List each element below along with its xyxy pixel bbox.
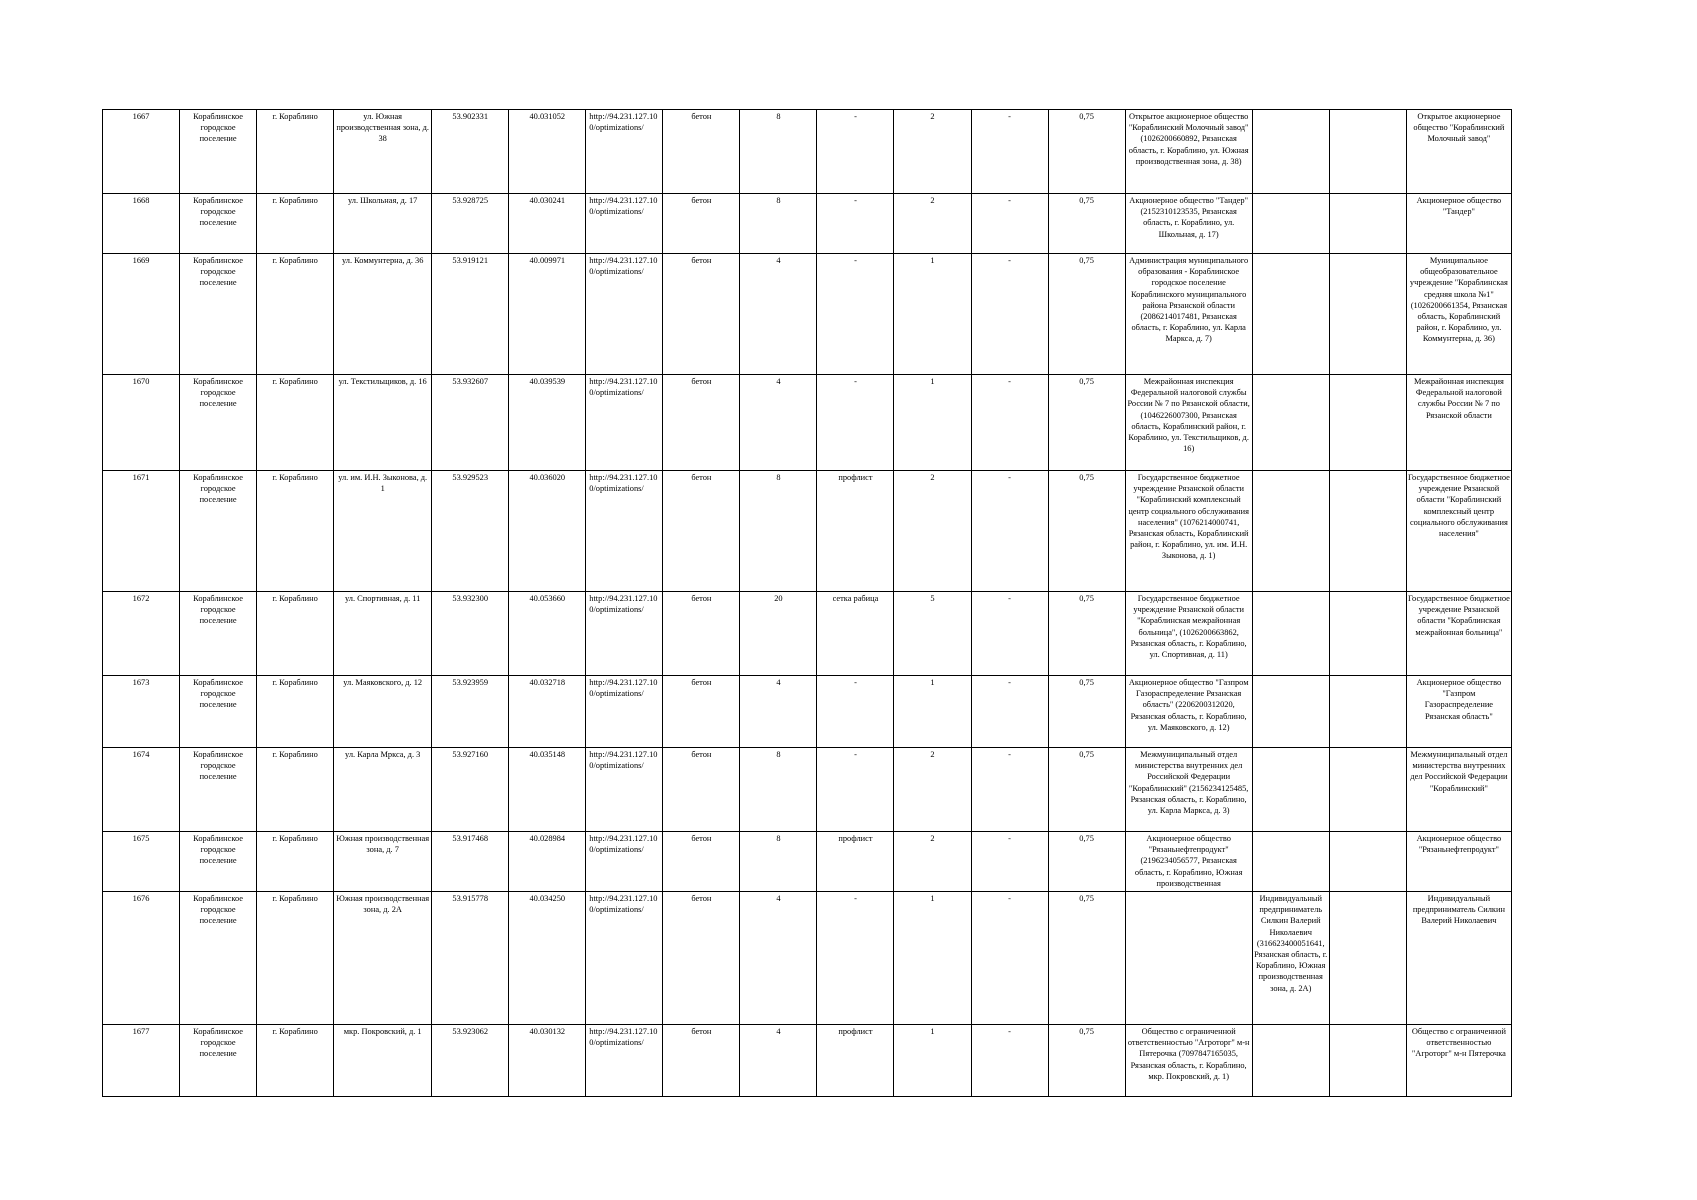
longitude-cell: 40.009971 bbox=[509, 254, 586, 375]
settlement-cell: Кораблинское городское поселение bbox=[180, 892, 257, 1025]
owner-cell: Акционерное общество "Газпром Газораспределение Рязанская область" (2206200312020, Рязанская область, г. Кораблино, ул. Маяковского, д. 12) bbox=[1125, 676, 1252, 748]
row-number: 1673 bbox=[103, 676, 180, 748]
source-cell: Межрайонная инспекция Федеральной налоговой службы России № 7 по Рязанской области bbox=[1406, 375, 1511, 471]
area-cell: 4 bbox=[740, 676, 817, 748]
source-cell: Межмуниципальный отдел министерства внутренних дел Российской Федерации "Кораблинский" bbox=[1406, 748, 1511, 832]
longitude-cell: 40.036020 bbox=[509, 471, 586, 592]
latitude-cell: 53.902331 bbox=[432, 110, 509, 194]
latitude-cell: 53.923959 bbox=[432, 676, 509, 748]
area-cell: 4 bbox=[740, 1025, 817, 1097]
bunkers-cell: - bbox=[971, 832, 1048, 892]
table-row bbox=[103, 375, 1512, 471]
settlement-cell: Кораблинское городское поселение bbox=[180, 832, 257, 892]
table-row bbox=[103, 592, 1512, 676]
latitude-cell: 53.915778 bbox=[432, 892, 509, 1025]
row-number: 1667 bbox=[103, 110, 180, 194]
containers-cell: 2 bbox=[894, 748, 971, 832]
extra-cell bbox=[1329, 1025, 1406, 1097]
bunkers-cell: - bbox=[971, 375, 1048, 471]
containers-cell: 2 bbox=[894, 110, 971, 194]
city-cell: г. Кораблино bbox=[257, 832, 334, 892]
containers-cell: 2 bbox=[894, 832, 971, 892]
surface-cell: бетон bbox=[663, 592, 740, 676]
longitude-cell: 40.030241 bbox=[509, 194, 586, 254]
volume-cell: 0,75 bbox=[1048, 194, 1125, 254]
source-cell: Государственное бюджетное учреждение Рязанской области "Кораблинская межрайонная больница" bbox=[1406, 592, 1511, 676]
area-cell: 8 bbox=[740, 748, 817, 832]
row-number: 1668 bbox=[103, 194, 180, 254]
owner-alt-cell bbox=[1252, 375, 1329, 471]
address-cell: ул. Карла Мркса, д. 3 bbox=[334, 748, 432, 832]
address-cell: ул. Текстильщиков, д. 16 bbox=[334, 375, 432, 471]
map-link-cell[interactable]: http://94.231.127.10 0/optimizations/ bbox=[586, 748, 663, 832]
bunkers-cell: - bbox=[971, 194, 1048, 254]
fence-cell: - bbox=[817, 194, 894, 254]
surface-cell: бетон bbox=[663, 194, 740, 254]
surface-cell: бетон bbox=[663, 676, 740, 748]
city-cell: г. Кораблино bbox=[257, 592, 334, 676]
owner-alt-cell bbox=[1252, 748, 1329, 832]
settlement-cell: Кораблинское городское поселение bbox=[180, 375, 257, 471]
city-cell: г. Кораблино bbox=[257, 892, 334, 1025]
bunkers-cell: - bbox=[971, 892, 1048, 1025]
surface-cell: бетон bbox=[663, 375, 740, 471]
extra-cell bbox=[1329, 592, 1406, 676]
settlement-cell: Кораблинское городское поселение bbox=[180, 748, 257, 832]
city-cell: г. Кораблино bbox=[257, 194, 334, 254]
volume-cell: 0,75 bbox=[1048, 592, 1125, 676]
longitude-cell: 40.031052 bbox=[509, 110, 586, 194]
containers-cell: 1 bbox=[894, 254, 971, 375]
fence-cell: - bbox=[817, 254, 894, 375]
owner-cell: Администрация муниципального образования - Кораблинское городское поселение Кораблинского муниципального района Рязанской области (2086214017481, Рязанская область, г. Кораблино, ул. Карла Маркса, д. 7) bbox=[1125, 254, 1252, 375]
source-cell: Государственное бюджетное учреждение Рязанской области "Кораблинский комплексный центр социального обслуживания населения" bbox=[1406, 471, 1511, 592]
settlement-cell: Кораблинское городское поселение bbox=[180, 1025, 257, 1097]
longitude-cell: 40.030132 bbox=[509, 1025, 586, 1097]
extra-cell bbox=[1329, 110, 1406, 194]
map-link-cell[interactable]: http://94.231.127.10 0/optimizations/ bbox=[586, 1025, 663, 1097]
settlement-cell: Кораблинское городское поселение bbox=[180, 254, 257, 375]
volume-cell: 0,75 bbox=[1048, 748, 1125, 832]
settlement-cell: Кораблинское городское поселение bbox=[180, 592, 257, 676]
address-cell: ул. Южная производственная зона, д. 38 bbox=[334, 110, 432, 194]
owner-alt-cell bbox=[1252, 471, 1329, 592]
address-cell: ул. Спортивная, д. 11 bbox=[334, 592, 432, 676]
address-cell: Южная производственная зона, д. 2А bbox=[334, 892, 432, 1025]
fence-cell: - bbox=[817, 110, 894, 194]
volume-cell: 0,75 bbox=[1048, 1025, 1125, 1097]
map-link-cell[interactable]: http://94.231.127.10 0/optimizations/ bbox=[586, 194, 663, 254]
settlement-cell: Кораблинское городское поселение bbox=[180, 110, 257, 194]
address-cell: мкр. Покровский, д. 1 bbox=[334, 1025, 432, 1097]
area-cell: 8 bbox=[740, 832, 817, 892]
city-cell: г. Кораблино bbox=[257, 1025, 334, 1097]
row-number: 1676 bbox=[103, 892, 180, 1025]
latitude-cell: 53.927160 bbox=[432, 748, 509, 832]
bunkers-cell: - bbox=[971, 110, 1048, 194]
owner-alt-cell bbox=[1252, 592, 1329, 676]
bunkers-cell: - bbox=[971, 471, 1048, 592]
owner-alt-cell bbox=[1252, 1025, 1329, 1097]
latitude-cell: 53.932607 bbox=[432, 375, 509, 471]
map-link-cell[interactable]: http://94.231.127.10 0/optimizations/ bbox=[586, 471, 663, 592]
address-cell: ул. им. И.Н. Зыконова, д. 1 bbox=[334, 471, 432, 592]
table-row bbox=[103, 676, 1512, 748]
row-number: 1670 bbox=[103, 375, 180, 471]
surface-cell: бетон bbox=[663, 254, 740, 375]
extra-cell bbox=[1329, 892, 1406, 1025]
owner-cell: Общество с ограниченной ответственностью "Агроторг" м-н Пятерочка (7097847165035, Рязанская область, г. Кораблино, мкр. Покровский, д. 1) bbox=[1125, 1025, 1252, 1097]
bunkers-cell: - bbox=[971, 676, 1048, 748]
owner-cell: Акционерное общество "Тандер" (2152310123535, Рязанская область, г. Кораблино, ул. Школьная, д. 17) bbox=[1125, 194, 1252, 254]
map-link-cell[interactable]: http://94.231.127.10 0/optimizations/ bbox=[586, 592, 663, 676]
map-link-cell[interactable]: http://94.231.127.10 0/optimizations/ bbox=[586, 375, 663, 471]
fence-cell: - bbox=[817, 676, 894, 748]
source-cell: Общество с ограниченной ответственностью "Агроторг" м-н Пятерочка bbox=[1406, 1025, 1511, 1097]
city-cell: г. Кораблино bbox=[257, 748, 334, 832]
source-cell: Акционерное общество "Рязаньнефтепродукт" bbox=[1406, 832, 1511, 892]
fence-cell: - bbox=[817, 748, 894, 832]
bunkers-cell: - bbox=[971, 748, 1048, 832]
fence-cell: - bbox=[817, 892, 894, 1025]
latitude-cell: 53.923062 bbox=[432, 1025, 509, 1097]
area-cell: 8 bbox=[740, 110, 817, 194]
latitude-cell: 53.917468 bbox=[432, 832, 509, 892]
area-cell: 20 bbox=[740, 592, 817, 676]
table-row bbox=[103, 892, 1512, 1025]
containers-cell: 1 bbox=[894, 1025, 971, 1097]
owner-alt-cell bbox=[1252, 110, 1329, 194]
extra-cell bbox=[1329, 471, 1406, 592]
volume-cell: 0,75 bbox=[1048, 254, 1125, 375]
table-row bbox=[103, 194, 1512, 254]
longitude-cell: 40.053660 bbox=[509, 592, 586, 676]
extra-cell bbox=[1329, 194, 1406, 254]
owner-cell: Государственное бюджетное учреждение Рязанской области "Кораблинский комплексный центр социального обслуживания населения" (1076214000741, Рязанская область, Кораблинский район, г. Кораблино, ул. им. И.Н. Зыконова, д. 1) bbox=[1125, 471, 1252, 592]
waste-site-registry-table bbox=[102, 109, 1512, 1097]
row-number: 1669 bbox=[103, 254, 180, 375]
containers-cell: 2 bbox=[894, 471, 971, 592]
extra-cell bbox=[1329, 254, 1406, 375]
area-cell: 8 bbox=[740, 194, 817, 254]
owner-cell: Государственное бюджетное учреждение Рязанской области "Кораблинская межрайонная больница", (1026200663862, Рязанская область, г. Кораблино, ул. Спортивная, д. 11) bbox=[1125, 592, 1252, 676]
fence-cell: профлист bbox=[817, 1025, 894, 1097]
longitude-cell: 40.034250 bbox=[509, 892, 586, 1025]
volume-cell: 0,75 bbox=[1048, 832, 1125, 892]
surface-cell: бетон bbox=[663, 1025, 740, 1097]
fence-cell: профлист bbox=[817, 471, 894, 592]
source-cell: Открытое акционерное общество "Кораблинский Молочный завод" bbox=[1406, 110, 1511, 194]
containers-cell: 1 bbox=[894, 892, 971, 1025]
map-link-cell[interactable]: http://94.231.127.10 0/optimizations/ bbox=[586, 832, 663, 892]
city-cell: г. Кораблино bbox=[257, 375, 334, 471]
owner-alt-cell bbox=[1252, 676, 1329, 748]
map-link-cell[interactable]: http://94.231.127.10 0/optimizations/ bbox=[586, 892, 663, 1025]
source-cell: Акционерное общество "Тандер" bbox=[1406, 194, 1511, 254]
surface-cell: бетон bbox=[663, 832, 740, 892]
bunkers-cell: - bbox=[971, 254, 1048, 375]
surface-cell: бетон bbox=[663, 471, 740, 592]
surface-cell: бетон bbox=[663, 892, 740, 1025]
row-number: 1677 bbox=[103, 1025, 180, 1097]
owner-cell bbox=[1125, 892, 1252, 1025]
city-cell: г. Кораблино bbox=[257, 110, 334, 194]
row-number: 1675 bbox=[103, 832, 180, 892]
map-link-cell[interactable]: http://94.231.127.10 0/optimizations/ bbox=[586, 254, 663, 375]
longitude-cell: 40.028984 bbox=[509, 832, 586, 892]
owner-alt-cell: Индивидуальный предприниматель Силкин Валерий Николаевич (316623400051641, Рязанская область, г. Кораблино, Южная производственная зона, д. 2А) bbox=[1252, 892, 1329, 1025]
extra-cell bbox=[1329, 832, 1406, 892]
fence-cell: сетка рабица bbox=[817, 592, 894, 676]
city-cell: г. Кораблино bbox=[257, 254, 334, 375]
owner-cell: Межмуниципальный отдел министерства внутренних дел Российской Федерации "Кораблинский" (2156234125485, Рязанская область, г. Кораблино, ул. Карла Маркса, д. 3) bbox=[1125, 748, 1252, 832]
owner-cell: Акционерное общество "Рязаньнефтепродукт" (2196234056577, Рязанская область, г. Кораблино, Южная производственная bbox=[1125, 832, 1252, 892]
longitude-cell: 40.035148 bbox=[509, 748, 586, 832]
longitude-cell: 40.032718 bbox=[509, 676, 586, 748]
settlement-cell: Кораблинское городское поселение bbox=[180, 676, 257, 748]
surface-cell: бетон bbox=[663, 110, 740, 194]
latitude-cell: 53.919121 bbox=[432, 254, 509, 375]
volume-cell: 0,75 bbox=[1048, 110, 1125, 194]
table-row bbox=[103, 748, 1512, 832]
owner-cell: Открытое акционерное общество "Кораблинский Молочный завод" (1026200660892, Рязанская область, г. Кораблино, ул. Южная производственная зона, д. 38) bbox=[1125, 110, 1252, 194]
address-cell: ул. Школьная, д. 17 bbox=[334, 194, 432, 254]
owner-alt-cell bbox=[1252, 254, 1329, 375]
area-cell: 4 bbox=[740, 892, 817, 1025]
table-row bbox=[103, 832, 1512, 892]
city-cell: г. Кораблино bbox=[257, 471, 334, 592]
area-cell: 8 bbox=[740, 471, 817, 592]
map-link-cell[interactable]: http://94.231.127.10 0/optimizations/ bbox=[586, 110, 663, 194]
city-cell: г. Кораблино bbox=[257, 676, 334, 748]
volume-cell: 0,75 bbox=[1048, 892, 1125, 1025]
source-cell: Индивидуальный предприниматель Силкин Валерий Николаевич bbox=[1406, 892, 1511, 1025]
source-cell: Муниципальное общеобразовательное учреждение "Кораблинская средняя школа №1" (1026200661354, Рязанская область, Кораблинский район, г. Кораблино, ул. Коммунтерна, д. 36) bbox=[1406, 254, 1511, 375]
row-number: 1674 bbox=[103, 748, 180, 832]
containers-cell: 1 bbox=[894, 375, 971, 471]
settlement-cell: Кораблинское городское поселение bbox=[180, 471, 257, 592]
area-cell: 4 bbox=[740, 375, 817, 471]
table-row bbox=[103, 1025, 1512, 1097]
area-cell: 4 bbox=[740, 254, 817, 375]
containers-cell: 1 bbox=[894, 676, 971, 748]
bunkers-cell: - bbox=[971, 1025, 1048, 1097]
volume-cell: 0,75 bbox=[1048, 676, 1125, 748]
fence-cell: профлист bbox=[817, 832, 894, 892]
bunkers-cell: - bbox=[971, 592, 1048, 676]
row-number: 1671 bbox=[103, 471, 180, 592]
address-cell: ул. Коммунтерна, д. 36 bbox=[334, 254, 432, 375]
volume-cell: 0,75 bbox=[1048, 375, 1125, 471]
owner-alt-cell bbox=[1252, 194, 1329, 254]
owner-alt-cell bbox=[1252, 832, 1329, 892]
owner-cell: Межрайонная инспекция Федеральной налоговой службы России № 7 по Рязанской области, (1046226007300, Рязанская область, Кораблинский район, г. Кораблино, ул. Текстильщиков, д. 16) bbox=[1125, 375, 1252, 471]
containers-cell: 2 bbox=[894, 194, 971, 254]
latitude-cell: 53.928725 bbox=[432, 194, 509, 254]
surface-cell: бетон bbox=[663, 748, 740, 832]
settlement-cell: Кораблинское городское поселение bbox=[180, 194, 257, 254]
map-link-cell[interactable]: http://94.231.127.10 0/optimizations/ bbox=[586, 676, 663, 748]
volume-cell: 0,75 bbox=[1048, 471, 1125, 592]
extra-cell bbox=[1329, 676, 1406, 748]
latitude-cell: 53.932300 bbox=[432, 592, 509, 676]
source-cell: Акционерное общество "Газпром Газораспределение Рязанская область" bbox=[1406, 676, 1511, 748]
containers-cell: 5 bbox=[894, 592, 971, 676]
table-row bbox=[103, 254, 1512, 375]
extra-cell bbox=[1329, 375, 1406, 471]
fence-cell: - bbox=[817, 375, 894, 471]
address-cell: Южная производственная зона, д. 7 bbox=[334, 832, 432, 892]
table-body bbox=[103, 110, 1512, 1097]
longitude-cell: 40.039539 bbox=[509, 375, 586, 471]
table-row bbox=[103, 471, 1512, 592]
extra-cell bbox=[1329, 748, 1406, 832]
row-number: 1672 bbox=[103, 592, 180, 676]
latitude-cell: 53.929523 bbox=[432, 471, 509, 592]
address-cell: ул. Маяковского, д. 12 bbox=[334, 676, 432, 748]
table-row bbox=[103, 110, 1512, 194]
